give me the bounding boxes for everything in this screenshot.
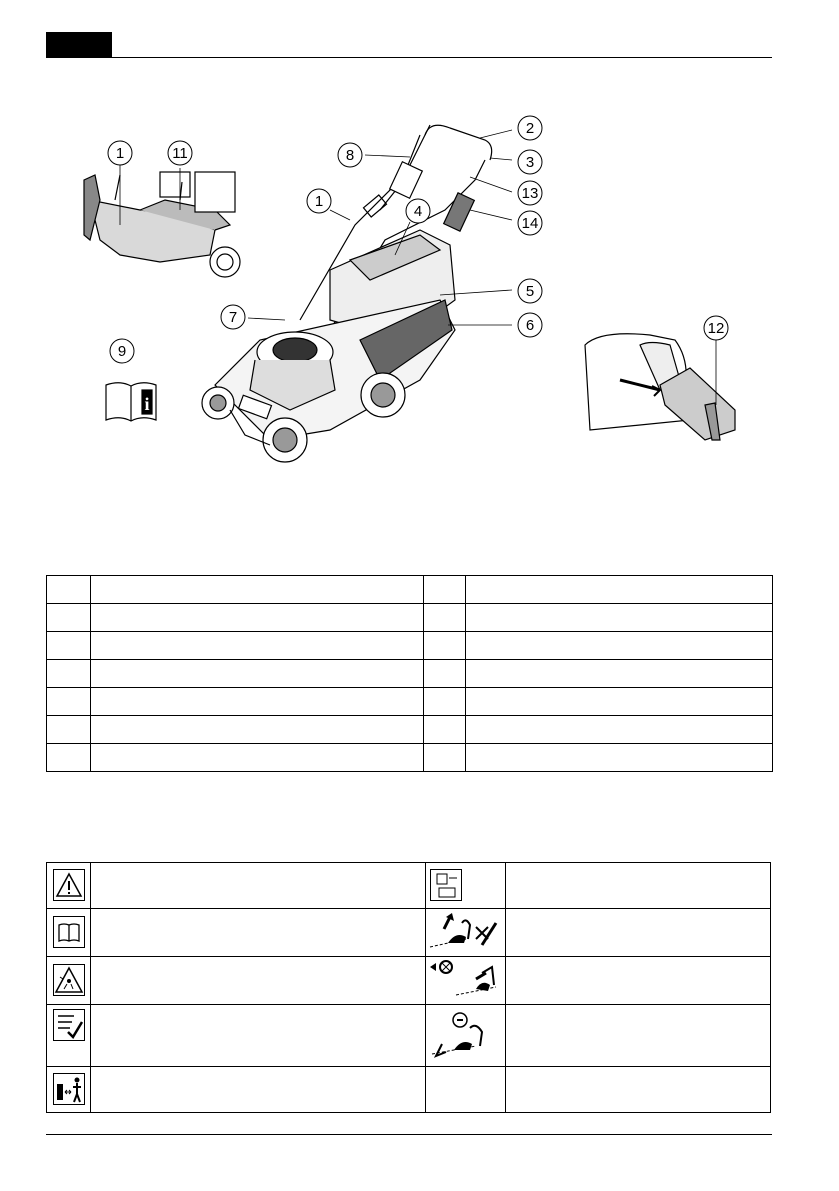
table-row — [47, 632, 773, 660]
callout-14 — [518, 211, 542, 235]
engine-fuel-icon — [430, 869, 462, 901]
table-row — [47, 716, 773, 744]
callout-11 — [168, 141, 192, 165]
drive-engage-icon — [426, 1006, 502, 1062]
callout-8 — [338, 143, 362, 167]
svg-text:14: 14 — [521, 215, 539, 232]
svg-text:13: 13 — [521, 185, 539, 202]
table-row — [47, 863, 771, 909]
callout-9 — [110, 339, 134, 363]
callout-7 — [221, 305, 245, 329]
svg-text:9: 9 — [117, 343, 127, 360]
svg-text:1: 1 — [314, 193, 324, 210]
manual-book-icon — [53, 916, 85, 948]
svg-text:4: 4 — [413, 203, 423, 220]
callout-5 — [518, 279, 542, 303]
symbols-table — [46, 862, 771, 1113]
manual-icon — [106, 383, 156, 421]
svg-text:8: 8 — [345, 147, 355, 164]
thrown-objects-icon — [53, 964, 85, 996]
checklist-icon — [53, 1009, 85, 1041]
warning-triangle-icon — [53, 869, 85, 901]
svg-text:2: 2 — [525, 120, 535, 137]
table-row — [47, 660, 773, 688]
callout-1-inset — [108, 141, 132, 165]
callout-13 — [518, 181, 542, 205]
handle-bar-release-icon — [426, 909, 502, 953]
lawnmower-illustration — [0, 0, 839, 480]
svg-text:3: 3 — [525, 154, 535, 171]
table-row — [47, 957, 771, 1005]
mower-body — [202, 125, 492, 462]
callout-1-main — [307, 189, 331, 213]
inset-grass-catcher — [82, 170, 240, 280]
callout-2 — [518, 116, 542, 140]
callout-6 — [518, 313, 542, 337]
blade-brake-icon — [426, 957, 502, 1001]
parts-table — [46, 575, 773, 772]
table-row — [47, 576, 773, 604]
svg-text:5: 5 — [525, 283, 535, 300]
callout-12 — [704, 316, 728, 340]
table-row — [47, 604, 773, 632]
inset-mulch-plug — [585, 334, 735, 440]
table-row — [47, 909, 771, 957]
svg-text:1: 1 — [115, 145, 125, 162]
table-row — [47, 744, 773, 772]
callout-3 — [518, 150, 542, 174]
svg-text:7: 7 — [228, 309, 238, 326]
svg-text:6: 6 — [525, 317, 535, 334]
table-row — [47, 688, 773, 716]
svg-text:11: 11 — [172, 145, 188, 162]
svg-text:12: 12 — [707, 320, 725, 337]
callout-4 — [406, 199, 430, 223]
table-row — [47, 1067, 771, 1113]
svg-text:i: i — [144, 394, 150, 414]
table-row — [47, 1005, 771, 1067]
footer-rule — [46, 1134, 772, 1135]
keep-distance-icon — [53, 1073, 85, 1105]
